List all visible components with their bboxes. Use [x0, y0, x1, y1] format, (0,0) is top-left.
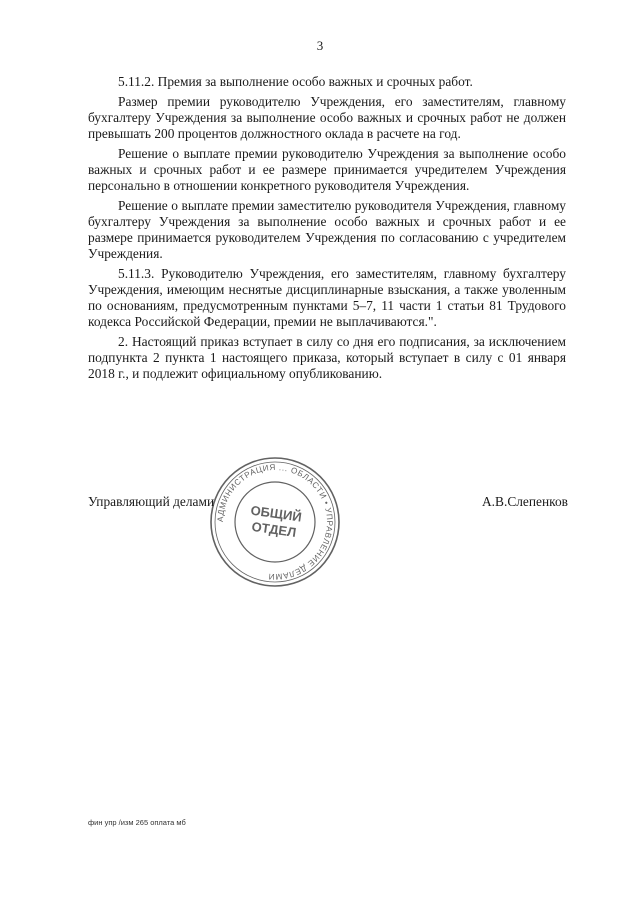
signature-name: А.В.Слепенков: [482, 494, 568, 509]
document-body: [88, 74, 566, 386]
stamp-center-line2: ОТДЕЛ: [250, 518, 298, 540]
signature-title: Управляющий делами: [88, 494, 215, 509]
paragraph-bonus-size: Размер премии руководителю Учреждения, его заместителям, главному бухгалтеру Учреждения за выполнение особо важных и срочных работ не должен превышать 200 процентов должностного оклада в расчете на год.: [88, 94, 566, 141]
paragraph-5-11-2-heading: 5.11.2. Премия за выполнение особо важных и срочных работ.: [118, 74, 473, 89]
official-stamp: [205, 452, 345, 592]
stamp-ring-text: АДМИНИСТРАЦИЯ ... ОБЛАСТИ • УПРАВЛЕНИЕ ДЕЛАМИ: [215, 462, 335, 582]
page-number: 3: [316, 38, 324, 53]
paragraph-effective-date: 2. Настоящий приказ вступает в силу со дня его подписания, за исключением подпункта 2 пункта 1 настоящего приказа, который вступает в силу с 01 января 2018 г., и подлежит официальному опубликованию.: [88, 334, 566, 381]
paragraph-bonus-decision-deputy: Решение о выплате премии заместителю руководителя Учреждения, главному бухгалтеру Учреждения за выполнение особо важных и срочных работ и ее размере принимается руководителем Учреждения по согласованию с учредителем Учреждения.: [88, 198, 566, 261]
stamp-center-line1: ОБЩИЙ: [249, 502, 303, 525]
paragraph-bonus-decision-head: Решение о выплате премии руководителю Учреждения за выполнение особо важных и срочных работ и ее размере принимается учредителем Учреждения персонально в отношении конкретного руководителя Учреждения.: [88, 146, 566, 193]
paragraph-5-11-3: 5.11.3. Руководителю Учреждения, его заместителям, главному бухгалтеру Учреждения, имеющим неснятые дисциплинарные взыскания, а также уволенным по основаниям, предусмотренным пунктами 5–7, 11 части 1 статьи 81 Трудового кодекса Российской Федерации, премии не выплачиваются.".: [88, 266, 566, 329]
footer-note: фин упр /изм 265 оплата мб: [88, 818, 186, 827]
